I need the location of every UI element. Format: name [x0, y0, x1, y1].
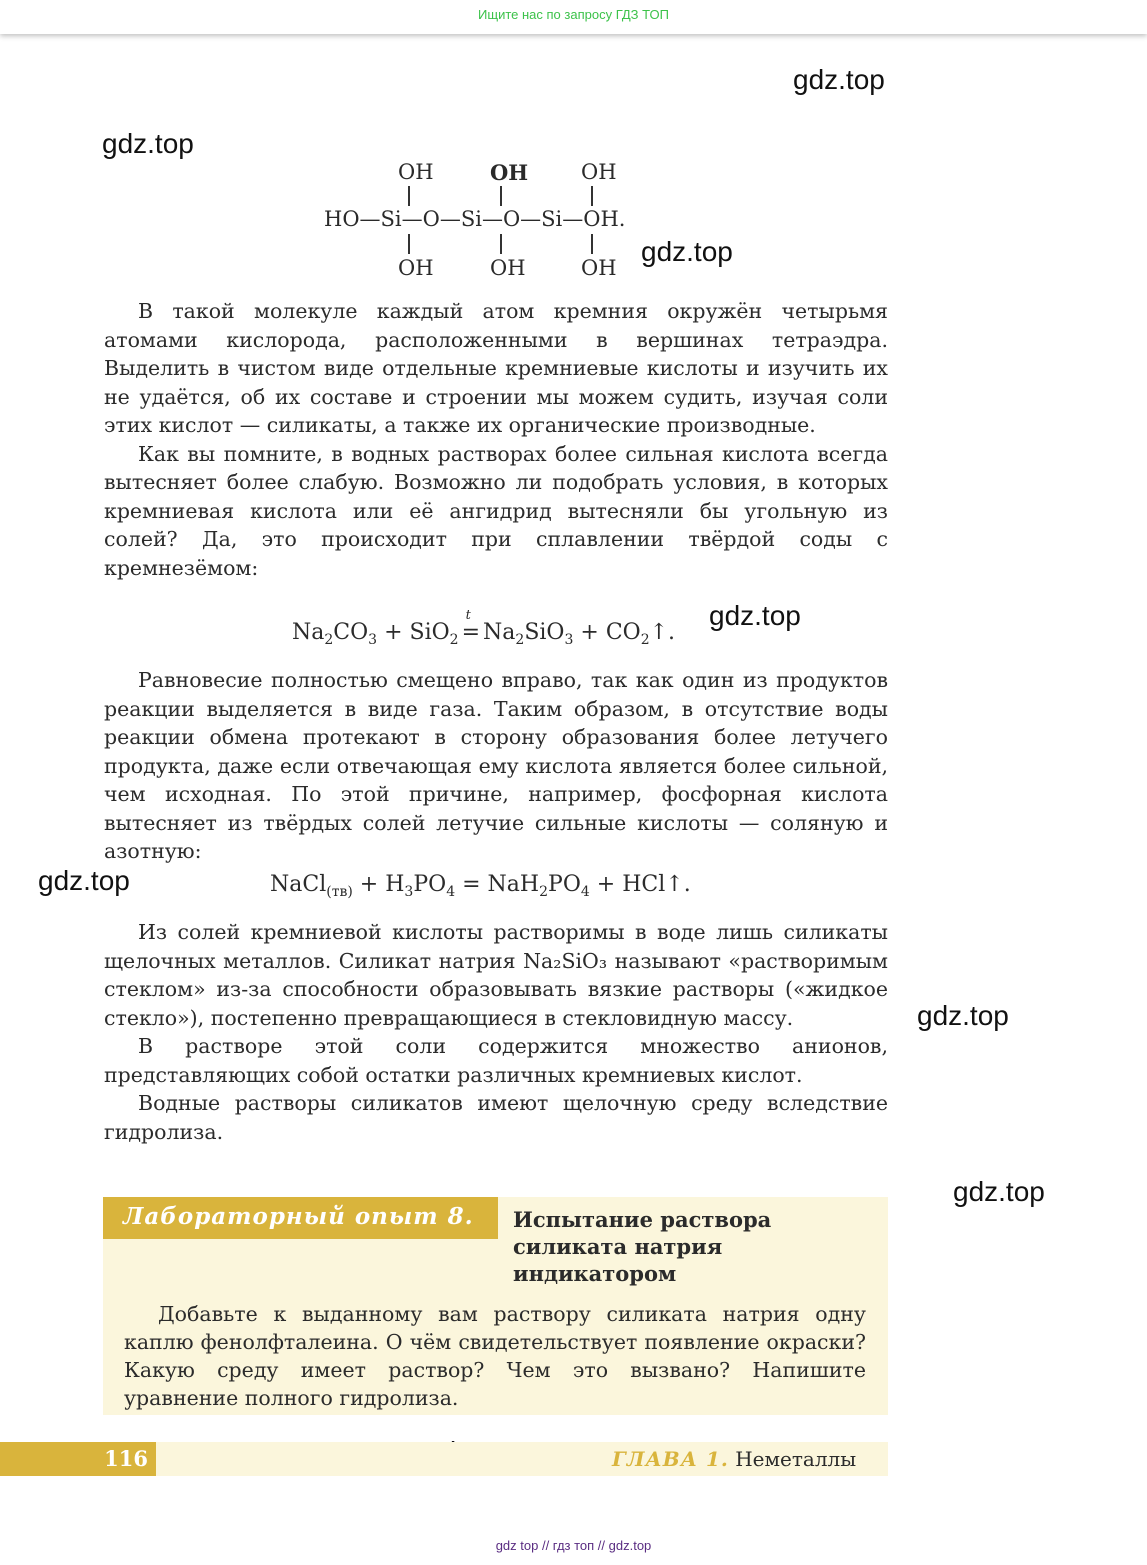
equation-soda-silica: $Na_2CO_3 + SiO_2$ t = $Na_2SiO_3$ + $CO_2↑$.	[292, 608, 676, 648]
watermark: gdz.top	[917, 1000, 1009, 1031]
bottom-links[interactable]: gdz top // гдз топ // gdz.top	[495, 1538, 652, 1553]
bond-line	[500, 186, 502, 206]
watermark: gdz.top	[709, 600, 801, 631]
equation-nacl-h3po4: NaCl$_{(тв)}$ + $H_3PO_4 = NaH_2PO_4$ + HCl↑.	[270, 872, 691, 900]
paragraph: В такой молекуле каждый атом кремния окружён четырьмя атомами кислорода, расположенными в вершинах тетраэдра. Выделить в чистом виде отдельные кремниевые кислоты и изучить их не удаётся, об их составе и строении мы можем судить, изучая соли этих кислот — силикаты, а также их органические производные.	[104, 299, 888, 437]
chapter-number: ГЛАВА 1.	[612, 1447, 729, 1471]
paragraph: Равновесие полностью смещено вправо, так как один из продуктов реакции выделяется в виде газа. Таким образом, в отсутствие воды реакции обмена протекают в сторону образования более летучего продукта, даже если отвечающая ему кислота является более сильной, чем исходная. По этой причине, например, фосфорная кислота вытесняет из твёрдых солей летучие сильные кислоты — соляную и азотную:	[104, 668, 888, 863]
paragraph: Как вы помните, в водных растворах более сильная кислота всегда вытесняет более слабую. Возможно ли подобрать условия, в которых кремниевая кислота или её ангидрид вытесняли бы угольную из солей? Да, это происходит при сплавлении твёрдой соды с кремнезёмом:	[104, 441, 888, 580]
bond-line	[591, 234, 593, 254]
text-block-1	[104, 297, 888, 582]
top-banner: Ищите нас по запросу ГДЗ ТОП	[0, 0, 1147, 34]
oh-top-2: OH	[490, 160, 529, 185]
watermark: gdz.top	[953, 1176, 1045, 1207]
bond-line	[500, 234, 502, 254]
watermark: gdz.top	[102, 128, 194, 159]
watermark: gdz.top	[793, 64, 885, 95]
bond-line	[591, 186, 593, 206]
oh-top-3: OH	[581, 160, 617, 184]
paragraph: В растворе этой соли содержится множество анионов, представляющих собой остатки различных кремниевых кислот.	[104, 1034, 888, 1087]
chapter-name: Неметаллы	[735, 1447, 857, 1471]
oh-top-1: OH	[398, 160, 434, 184]
bond-line	[408, 234, 410, 254]
lab-title: Испытание раствора силиката натрия индикатором	[513, 1207, 772, 1286]
text-block-3	[104, 918, 888, 1146]
watermark: gdz.top	[38, 865, 130, 896]
bond-line	[408, 186, 410, 206]
page-number: 116	[0, 1442, 156, 1476]
structural-formula	[322, 160, 682, 290]
oh-bottom-2: OH	[490, 256, 526, 280]
text-block-2	[104, 666, 888, 866]
watermark: gdz.top	[641, 236, 733, 267]
lab-tag: Лабораторный опыт 8.	[103, 1197, 498, 1239]
oh-bottom-1: OH	[398, 256, 434, 280]
lab-instructions: Добавьте к выданному вам раствору силиката натрия одну каплю фенолфталеина. О чём свидетельствует появление окраски? Какую среду имеет раствор? Чем это вызвано? Напишите уравнение полного гидролиза.	[124, 1302, 866, 1410]
oh-bottom-3: OH	[581, 256, 617, 280]
paragraph: Водные растворы силикатов имеют щелочную среду вследствие гидролиза.	[104, 1091, 888, 1144]
paragraph: Из солей кремниевой кислоты растворимы в воде лишь силикаты щелочных металлов. Силикат натрия Na₂SiO₃ называют «растворимым стеклом» из-за способности образовывать вязкие растворы («жидкое стекло»), постепенно превращающиеся в стекловидную массу.	[104, 920, 888, 1030]
formula-chain: HO—Si—O—Si—O—Si—OH.	[324, 207, 626, 231]
chapter-label	[612, 1447, 856, 1471]
